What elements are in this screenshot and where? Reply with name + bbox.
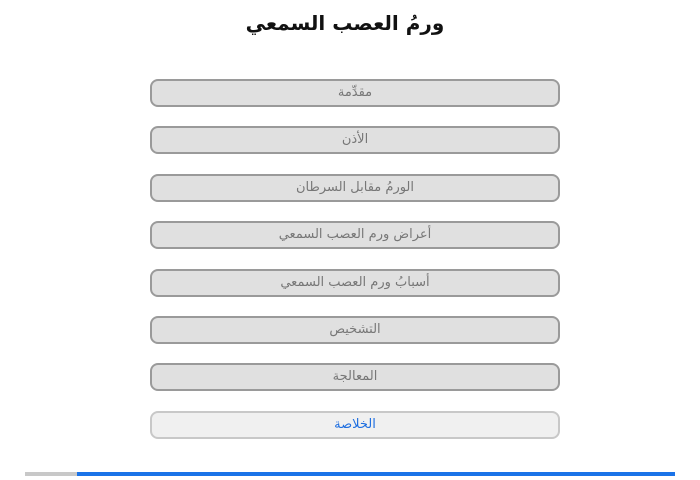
menu-item-tumor-vs-cancer[interactable]: الورمُ مقابل السرطان bbox=[150, 174, 560, 202]
menu-item-summary[interactable]: الخلاصة bbox=[150, 411, 560, 439]
menu-item-causes[interactable]: أسبابُ ورم العصب السمعي bbox=[150, 269, 560, 297]
menu-item-treatment[interactable]: المعالجة bbox=[150, 363, 560, 391]
page-title: ورمُ العصب السمعي bbox=[245, 11, 445, 35]
chapter-menu bbox=[150, 79, 560, 458]
progress-bar bbox=[25, 472, 675, 476]
menu-item-diagnosis[interactable]: التشخيص bbox=[150, 316, 560, 344]
menu-item-introduction[interactable]: مقدِّمة bbox=[150, 79, 560, 107]
progress-bar-fill bbox=[77, 472, 675, 476]
menu-item-symptoms[interactable]: أعراض ورم العصب السمعي bbox=[150, 221, 560, 249]
menu-item-ear[interactable]: الأذن bbox=[150, 126, 560, 154]
